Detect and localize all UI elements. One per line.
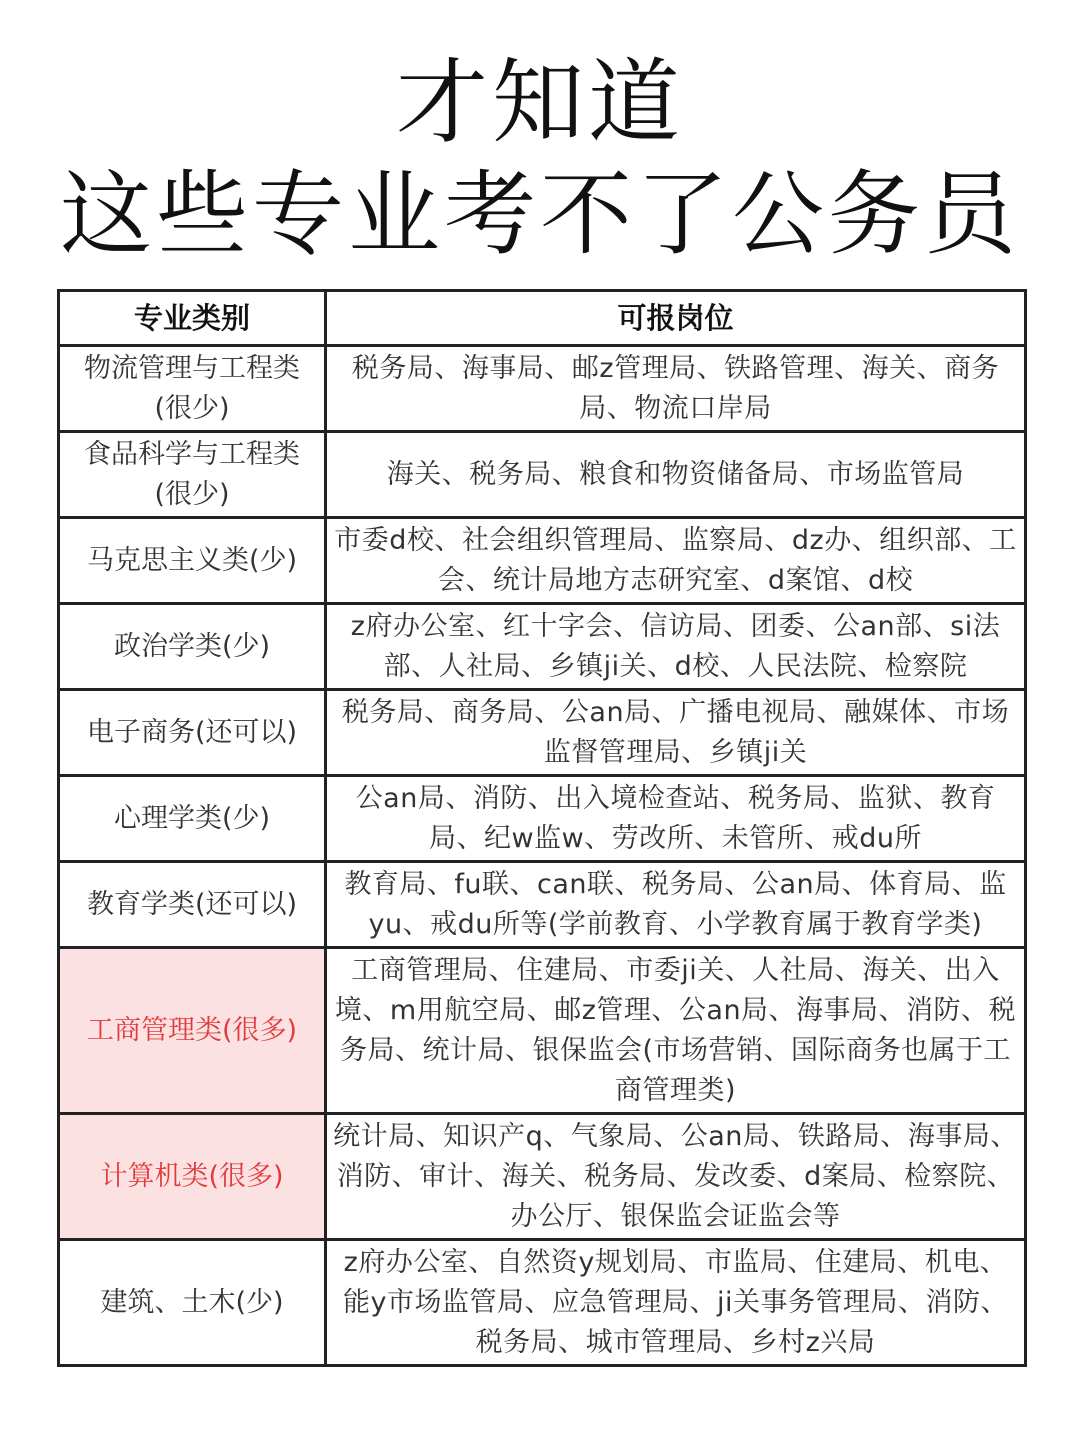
major-cell: 教育学类(还可以)	[59, 862, 326, 948]
posts-cell: z府办公室、红十字会、信访局、团委、公an部、si法部、人社局、乡镇ji关、d校、人民法院、检察院	[326, 604, 1026, 690]
table-header-row	[59, 291, 1026, 346]
table-row	[59, 346, 1026, 432]
posts-cell: 税务局、商务局、公an局、广播电视局、融媒体、市场监督管理局、乡镇ji关	[326, 690, 1026, 776]
header-major-category: 专业类别	[59, 291, 326, 346]
table-row	[59, 776, 1026, 862]
posts-cell: 工商管理局、住建局、市委ji关、人社局、海关、出入境、m用航空局、邮z管理、公an局、海事局、消防、税务局、统计局、银保监会(市场营销、国际商务也属于工商管理类)	[326, 948, 1026, 1114]
table-row	[59, 690, 1026, 776]
major-cell: 建筑、土木(少)	[59, 1240, 326, 1366]
table-row	[59, 862, 1026, 948]
major-cell: 物流管理与工程类(很少)	[59, 346, 326, 432]
posts-cell: 海关、税务局、粮食和物资储备局、市场监管局	[326, 432, 1026, 518]
table-row	[59, 432, 1026, 518]
table-row	[59, 1240, 1026, 1366]
table-row-highlighted	[59, 1114, 1026, 1240]
majors-table-container	[57, 289, 1024, 1367]
posts-cell: 统计局、知识产q、气象局、公an局、铁路局、海事局、消防、审计、海关、税务局、发改委、d案局、检察院、办公厅、银保监会证监会等	[326, 1114, 1026, 1240]
page-title-line1: 才知道	[395, 49, 684, 156]
major-cell: 政治学类(少)	[59, 604, 326, 690]
posts-cell: 公an局、消防、出入境检查站、税务局、监狱、教育局、纪w监w、劳改所、未管所、戒du所	[326, 776, 1026, 862]
page-title-line2: 这些专业考不了公务员	[59, 161, 1020, 268]
major-cell: 心理学类(少)	[59, 776, 326, 862]
posts-cell: z府办公室、自然资y规划局、市监局、住建局、机电、能y市场监管局、应急管理局、ji关事务管理局、消防、税务局、城市管理局、乡村z兴局	[326, 1240, 1026, 1366]
major-cell-highlighted: 工商管理类(很多)	[59, 948, 326, 1114]
major-cell: 马克思主义类(少)	[59, 518, 326, 604]
major-cell: 食品科学与工程类(很少)	[59, 432, 326, 518]
header-available-posts: 可报岗位	[326, 291, 1026, 346]
major-cell-highlighted: 计算机类(很多)	[59, 1114, 326, 1240]
table-row	[59, 518, 1026, 604]
table-row-highlighted	[59, 948, 1026, 1114]
major-cell: 电子商务(还可以)	[59, 690, 326, 776]
table-row	[59, 604, 1026, 690]
majors-table	[57, 289, 1027, 1367]
posts-cell: 税务局、海事局、邮z管理局、铁路管理、海关、商务局、物流口岸局	[326, 346, 1026, 432]
posts-cell: 市委d校、社会组织管理局、监察局、dz办、组织部、工会、统计局地方志研究室、d案馆、d校	[326, 518, 1026, 604]
posts-cell: 教育局、fu联、can联、税务局、公an局、体育局、监yu、戒du所等(学前教育、小学教育属于教育学类)	[326, 862, 1026, 948]
